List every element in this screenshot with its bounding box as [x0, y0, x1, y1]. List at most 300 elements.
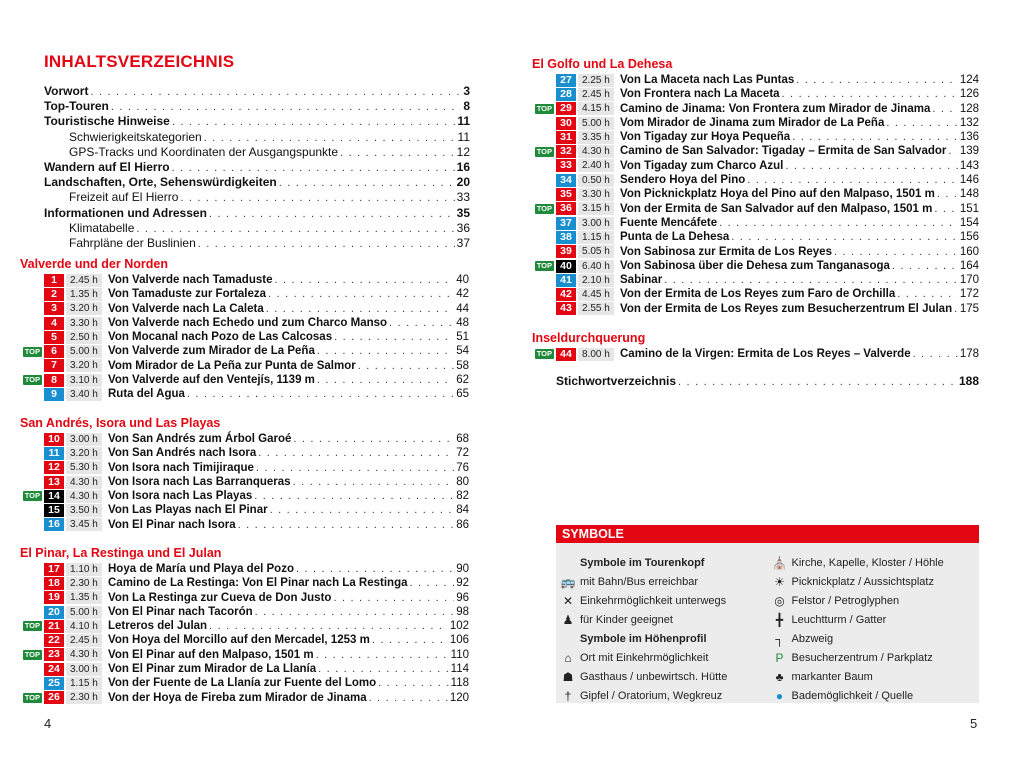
leader-dots — [256, 461, 454, 475]
top-slot — [20, 373, 44, 387]
top-slot — [20, 446, 44, 460]
tour-title: Fuente Mencáfete — [620, 216, 718, 229]
symbol-row — [768, 686, 980, 705]
leader-dots — [172, 161, 455, 176]
tour-number: 11 — [44, 447, 64, 460]
tour-title: Von Valverde nach Echedo und zum Charco Manso — [108, 316, 388, 329]
tour-title: Camino de la Virgen: Ermita de Los Reyes – Valverde — [620, 348, 911, 360]
section-el-golfo — [532, 57, 979, 316]
tour-title: Von Hoya del Morcillo auf den Mercadel, 1253 m — [108, 634, 370, 647]
leader-dots — [389, 316, 454, 330]
tour-row[interactable] — [20, 302, 469, 316]
top-slot — [20, 576, 44, 590]
tour-row[interactable] — [532, 187, 979, 201]
tour-row[interactable] — [20, 316, 469, 330]
tour-row[interactable] — [532, 130, 979, 144]
tour-duration: 5.00 h — [66, 606, 102, 619]
symbol-row — [556, 648, 768, 667]
tour-number: 14 — [44, 490, 64, 503]
tour-number: 38 — [556, 231, 576, 244]
leader-dots — [937, 187, 958, 201]
tour-row[interactable] — [20, 344, 469, 358]
leader-dots — [948, 144, 957, 158]
tour-page: 44 — [456, 302, 469, 315]
tour-row[interactable] — [20, 273, 469, 287]
tour-number: 17 — [44, 563, 64, 576]
tour-page: 40 — [456, 274, 469, 286]
tour-number: 28 — [556, 88, 576, 101]
bus-icon: 🚌 — [560, 574, 576, 589]
tour-number: 29 — [556, 102, 576, 115]
tour-page: 98 — [456, 605, 469, 618]
tour-duration: 5.00 h — [578, 117, 614, 130]
tour-duration: 3.10 h — [66, 374, 102, 387]
tour-duration: 2.30 h — [66, 691, 102, 704]
symbol-text: mit Bahn/Bus erreichbar — [580, 575, 698, 588]
tour-page: 62 — [456, 374, 469, 387]
tour-title: Von der Hoya de Fireba zum Mirador de Jinama — [108, 691, 367, 704]
top-slot — [532, 159, 556, 173]
tour-number: 31 — [556, 131, 576, 144]
leader-dots — [785, 159, 957, 173]
index-page: 35 — [456, 205, 470, 220]
tour-page: 68 — [456, 433, 469, 445]
index-page: 11 — [457, 114, 470, 129]
tour-title: Von Sabinosa über die Dehesa zum Tanganasoga — [620, 259, 890, 272]
tour-row[interactable] — [20, 373, 469, 387]
tour-row[interactable] — [20, 633, 469, 647]
top-slot — [532, 145, 556, 159]
leader-dots — [834, 245, 958, 259]
leader-dots — [886, 116, 957, 130]
tour-title: Camino de Jinama: Von Frontera zum Mirador de Jinama — [620, 102, 931, 115]
symbol-text: Bademöglichkeit / Quelle — [791, 689, 914, 702]
page-title: INHALTSVERZEICHNIS — [44, 52, 235, 71]
tour-title: Vom Mirador de Jinama zum Mirador de La Peña — [620, 116, 885, 129]
index-page: 33 — [456, 190, 470, 205]
tour-number: 10 — [44, 433, 64, 446]
tour-row[interactable] — [532, 116, 979, 130]
tour-duration: 1.10 h — [66, 563, 102, 576]
tour-number: 13 — [44, 476, 64, 489]
tour-page: 82 — [456, 490, 469, 503]
hut-icon: ☗ — [562, 669, 574, 684]
symbol-row — [556, 553, 768, 572]
index-label: Klimatabelle — [69, 220, 135, 235]
top-slot — [20, 287, 44, 301]
top-badge: TOP — [536, 261, 552, 270]
index-label: Top-Touren — [44, 99, 109, 114]
tour-number: 23 — [44, 648, 64, 661]
leader-dots — [932, 102, 957, 116]
symbol-row — [768, 610, 980, 629]
top-slot — [20, 518, 44, 532]
top-slot — [532, 202, 556, 216]
section-title: El Golfo und La Dehesa — [532, 57, 673, 71]
tour-title: Camino de San Salvador: Tigaday – Ermita de San Salvador — [620, 145, 947, 158]
tour-row[interactable] — [20, 518, 469, 532]
tour-duration: 3.45 h — [66, 518, 102, 531]
stichwort-label: Stichwortverzeichnis — [556, 374, 677, 388]
leader-dots — [318, 662, 449, 676]
tour-duration: 2.10 h — [578, 274, 614, 287]
leader-dots — [369, 691, 448, 705]
tour-number: 24 — [44, 663, 64, 676]
tour-page: 76 — [456, 461, 469, 474]
tour-duration: 3.00 h — [578, 217, 614, 230]
index-row — [44, 175, 470, 190]
junction-icon: ┐ — [775, 631, 784, 646]
tour-row[interactable] — [20, 562, 469, 576]
tour-duration: 3.30 h — [66, 317, 102, 330]
tour-row[interactable] — [20, 605, 469, 619]
tour-page: 114 — [450, 663, 469, 676]
leader-dots — [782, 87, 958, 101]
tour-duration: 2.30 h — [66, 577, 102, 590]
tour-number: 2 — [44, 288, 64, 301]
tour-row[interactable] — [532, 102, 979, 116]
tour-page: 102 — [449, 620, 469, 633]
leader-dots — [293, 432, 454, 446]
section-title: Inseldurchquerung — [532, 331, 646, 345]
tour-row[interactable] — [532, 302, 979, 316]
stichwort-page: 188 — [958, 374, 979, 388]
section-title: El Pinar, La Restinga und El Julan — [20, 546, 222, 560]
tour-number: 8 — [44, 374, 64, 387]
cutlery-icon: ✕ — [562, 593, 574, 608]
tour-number: 26 — [44, 691, 64, 704]
tour-title: Sendero Hoya del Pino — [620, 174, 746, 187]
tour-number: 6 — [44, 345, 64, 358]
tour-page: 136 — [959, 131, 979, 144]
tour-number: 30 — [556, 117, 576, 130]
village-icon: ⌂ — [564, 650, 572, 665]
top-slot — [20, 359, 44, 373]
tour-page: 48 — [456, 316, 469, 329]
top-slot — [20, 677, 44, 691]
tour-title: Von Tigaday zur Hoya Pequeña — [620, 131, 791, 144]
rock-arch-icon: ◎ — [774, 593, 785, 608]
tour-row[interactable] — [532, 73, 979, 87]
tour-page: 54 — [456, 345, 469, 358]
tour-page: 92 — [456, 577, 469, 590]
tour-number: 25 — [44, 677, 64, 690]
symbol-text: Gipfel / Oratorium, Wegkreuz — [580, 689, 723, 702]
tour-row[interactable] — [532, 259, 979, 273]
tour-number: 3 — [44, 302, 64, 315]
top-badge: TOP — [536, 146, 552, 156]
tour-duration: 8.00 h — [578, 348, 614, 361]
leader-dots — [796, 73, 958, 87]
tour-page: 84 — [456, 504, 469, 517]
tour-duration: 3.20 h — [66, 447, 102, 460]
index-page: 12 — [456, 144, 470, 159]
symbol-text: Ort mit Einkehrmöglichkeit — [580, 651, 709, 664]
tour-row[interactable] — [20, 503, 469, 517]
symbol-row — [556, 686, 768, 705]
top-slot — [20, 316, 44, 330]
leader-dots — [296, 562, 454, 576]
leader-dots — [180, 191, 454, 206]
symbol-row — [556, 610, 768, 629]
tour-row[interactable] — [532, 144, 979, 158]
tour-number: 33 — [556, 159, 576, 172]
leader-dots — [316, 648, 449, 662]
picnic-icon: ☀ — [774, 574, 785, 589]
tour-duration: 1.35 h — [66, 591, 102, 604]
tour-row[interactable] — [20, 330, 469, 344]
tour-number: 5 — [44, 331, 64, 344]
leader-dots — [731, 230, 958, 244]
tour-title: Von Isora nach Las Playas — [108, 490, 253, 503]
tour-row[interactable] — [20, 691, 469, 705]
tour-row[interactable] — [532, 287, 979, 301]
tour-number: 4 — [44, 317, 64, 330]
tour-row[interactable] — [532, 216, 979, 230]
tour-row[interactable] — [20, 387, 469, 401]
tour-title: Von Sabinosa zur Ermita de Los Reyes — [620, 245, 832, 258]
top-slot — [532, 173, 556, 187]
top-slot — [20, 273, 44, 287]
top-slot — [532, 273, 556, 287]
tour-title: Von Valverde auf den Ventejís, 1139 m — [108, 374, 315, 387]
top-badge: TOP — [24, 375, 40, 385]
top-slot — [20, 634, 44, 648]
summit-cross-icon: † — [564, 688, 572, 703]
leader-dots — [255, 605, 455, 619]
tour-title: Von Tigaday zum Charco Azul — [620, 159, 784, 172]
symbol-row — [556, 667, 768, 686]
tour-row[interactable] — [20, 475, 469, 489]
tour-row[interactable] — [20, 648, 469, 662]
tour-number: 9 — [44, 388, 64, 401]
tour-duration: 5.30 h — [66, 461, 102, 474]
index-row — [44, 206, 470, 221]
index-label: Fahrpläne der Buslinien — [69, 235, 196, 250]
church-icon: ⛪ — [772, 555, 787, 570]
top-slot — [20, 432, 44, 446]
tour-number: 7 — [44, 359, 64, 372]
leader-dots — [892, 259, 958, 273]
leader-dots — [270, 503, 455, 517]
symbol-text: Besucherzentrum / Parkplatz — [791, 651, 933, 664]
leader-dots — [254, 489, 454, 503]
tour-duration: 5.00 h — [66, 345, 102, 358]
tour-row[interactable] — [20, 662, 469, 676]
tour-page: 96 — [456, 591, 469, 604]
top-badge: TOP — [24, 346, 40, 356]
tour-title: Sabinar — [620, 274, 663, 287]
section-title: Valverde und der Norden — [20, 257, 168, 271]
tour-title: Von El Pinar nach Tacorón — [108, 605, 253, 618]
bathing-icon: ● — [775, 688, 784, 703]
top-slot — [532, 130, 556, 144]
leader-dots — [111, 100, 461, 115]
tour-row[interactable] — [532, 202, 979, 216]
leader-dots — [258, 446, 454, 460]
tour-row[interactable] — [20, 676, 469, 690]
tour-row[interactable] — [20, 576, 469, 590]
tour-title: Von El Pinar auf den Malpaso, 1501 m — [108, 648, 314, 661]
section-san-andres — [20, 416, 469, 532]
tour-page: 42 — [456, 288, 469, 301]
tour-title: Von La Maceta nach Las Puntas — [620, 74, 795, 86]
top-slot — [532, 216, 556, 230]
tour-duration: 3.20 h — [66, 359, 102, 372]
symbol-row — [768, 591, 980, 610]
tour-page: 124 — [959, 74, 979, 86]
symbol-text: Symbole im Tourenkopf — [580, 556, 705, 569]
tour-title: Von Valverde nach La Caleta — [108, 302, 264, 315]
children-icon: ♟ — [562, 612, 574, 627]
tour-number: 32 — [556, 145, 576, 158]
symbol-row — [768, 553, 980, 572]
tour-number: 18 — [44, 577, 64, 590]
index-page: 20 — [456, 175, 470, 190]
top-slot — [20, 475, 44, 489]
tour-title: Letreros del Julan — [108, 620, 208, 633]
symbol-row — [556, 591, 768, 610]
top-badge: TOP — [24, 491, 40, 501]
tour-row[interactable] — [532, 245, 979, 259]
leader-dots — [172, 115, 456, 130]
index-page: 3 — [463, 84, 470, 98]
tour-duration: 2.25 h — [578, 74, 614, 87]
tour-number: 21 — [44, 620, 64, 633]
symbol-text: Kirche, Kapelle, Kloster / Höhle — [791, 556, 944, 569]
tour-number: 15 — [44, 504, 64, 517]
tour-duration: 3.00 h — [66, 663, 102, 676]
tour-page: 143 — [959, 159, 979, 172]
leader-dots — [934, 202, 958, 216]
tour-row[interactable] — [532, 347, 979, 361]
tour-duration: 1.15 h — [66, 677, 102, 690]
tour-row[interactable] — [20, 489, 469, 503]
tour-title: Von Mocanal nach Pozo de Las Calcosas — [108, 331, 333, 344]
leader-dots — [897, 287, 958, 301]
index-page: 16 — [456, 159, 470, 174]
tour-row[interactable] — [20, 287, 469, 301]
tour-page: 172 — [959, 288, 979, 301]
leader-dots — [266, 302, 454, 316]
index-label: Landschaften, Orte, Sehenswürdigkeiten — [44, 175, 277, 190]
section-inseldurchquerung — [532, 331, 979, 361]
tour-duration: 1.15 h — [578, 231, 614, 244]
tour-title: Von Isora nach Timijiraque — [108, 461, 254, 474]
tour-row[interactable] — [20, 619, 469, 633]
tree-icon: ♣ — [775, 669, 784, 684]
tour-title: Von der Fuente de La Llanía zur Fuente del Lomo — [108, 677, 377, 690]
top-badge: TOP — [536, 349, 552, 359]
top-slot — [20, 648, 44, 662]
symbol-row — [768, 648, 980, 667]
tour-number: 40 — [556, 260, 576, 273]
tour-duration: 3.40 h — [66, 388, 102, 401]
tour-title: Von der Ermita de San Salvador auf den Malpaso, 1501 m — [620, 202, 933, 215]
leader-dots — [664, 273, 958, 287]
tour-row[interactable] — [532, 87, 979, 101]
leader-dots — [954, 302, 958, 316]
tour-number: 42 — [556, 288, 576, 301]
tour-row[interactable] — [532, 230, 979, 244]
tour-row[interactable] — [20, 359, 469, 373]
tour-title: Von La Restinga zur Cueva de Don Justo — [108, 591, 332, 604]
lighthouse-icon: ╋ — [775, 612, 784, 627]
tour-row[interactable] — [20, 591, 469, 605]
leader-dots — [238, 518, 455, 532]
leader-dots — [792, 130, 958, 144]
symbol-text: markanter Baum — [791, 670, 873, 683]
tour-title: Von El Pinar zum Mirador de La Llanía — [108, 663, 317, 676]
tour-page: 90 — [456, 563, 469, 575]
symbol-column-left — [556, 553, 768, 705]
tour-page: 156 — [959, 231, 979, 244]
index-row — [44, 236, 470, 251]
tour-page: 51 — [456, 331, 469, 344]
symbol-column-right — [768, 553, 980, 705]
index-label: GPS-Tracks und Koordinaten der Ausgangspunkte — [69, 144, 339, 159]
tour-page: 148 — [959, 188, 979, 201]
tour-page: 120 — [449, 691, 469, 704]
tour-page: 65 — [456, 388, 469, 401]
tour-page: 154 — [959, 216, 979, 229]
leader-dots — [268, 287, 454, 301]
tour-page: 72 — [456, 447, 469, 460]
index-label: Freizeit auf El Hierro — [69, 190, 179, 205]
tour-duration: 2.55 h — [578, 302, 614, 315]
leader-dots — [372, 633, 448, 647]
tour-row[interactable] — [20, 461, 469, 475]
tour-row[interactable] — [20, 446, 469, 460]
index-row — [44, 130, 470, 145]
leader-dots — [409, 576, 454, 590]
tour-title: Von Isora nach Las Barranqueras — [108, 475, 291, 488]
tour-duration: 3.35 h — [578, 131, 614, 144]
top-slot — [532, 245, 556, 259]
tour-row[interactable] — [532, 273, 979, 287]
top-slot — [20, 619, 44, 633]
tour-duration: 4.30 h — [66, 490, 102, 503]
index-row — [44, 221, 470, 236]
tour-row[interactable] — [20, 432, 469, 446]
index-row — [44, 84, 470, 99]
top-slot — [20, 504, 44, 518]
intro-index — [44, 84, 470, 251]
tour-duration: 4.10 h — [66, 620, 102, 633]
tour-page: 151 — [959, 202, 979, 215]
leader-dots — [204, 131, 456, 146]
tour-page: 139 — [959, 145, 979, 158]
stichwort-row — [556, 374, 979, 389]
top-slot — [20, 691, 44, 705]
tour-number: 19 — [44, 591, 64, 604]
tour-page: 175 — [959, 302, 979, 315]
tour-duration: 4.30 h — [66, 476, 102, 489]
tour-title: Von Picknickplatz Hoya del Pino auf den Malpaso, 1501 m — [620, 188, 935, 201]
tour-row[interactable] — [532, 173, 979, 187]
symbol-text: Picknickplatz / Aussichtsplatz — [791, 575, 934, 588]
tour-number: 1 — [44, 274, 64, 287]
top-slot — [20, 345, 44, 359]
index-page: 37 — [456, 235, 470, 250]
tour-number: 34 — [556, 174, 576, 187]
tour-row[interactable] — [532, 159, 979, 173]
leader-dots — [209, 619, 448, 633]
tour-duration: 3.15 h — [578, 202, 614, 215]
index-label: Wandern auf El Hierro — [44, 159, 170, 174]
top-badge: TOP — [24, 692, 40, 702]
symbol-text: für Kinder geeignet — [580, 613, 673, 626]
